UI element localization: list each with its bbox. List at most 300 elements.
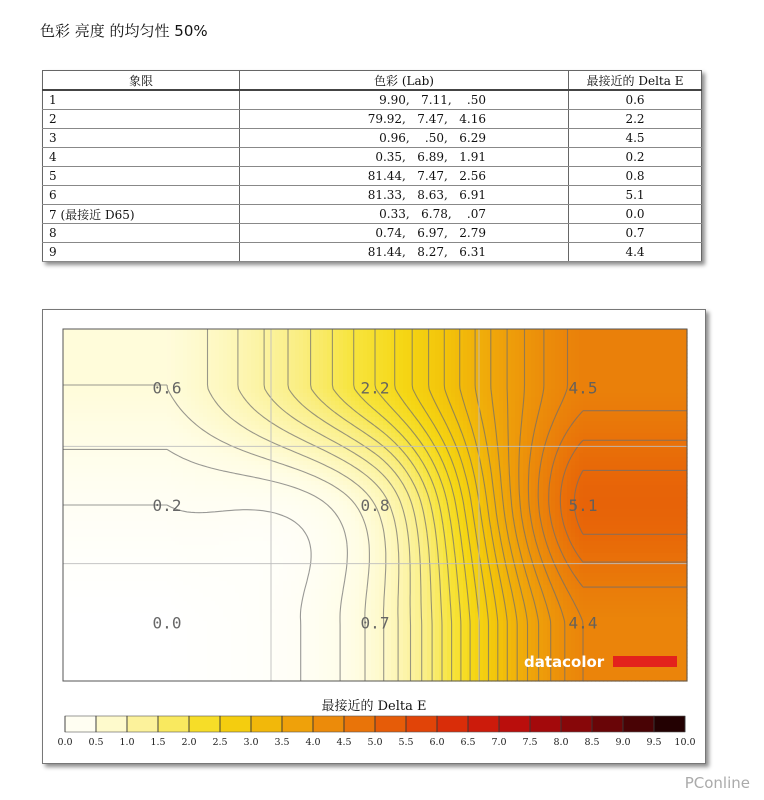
heat-cell (203, 365, 208, 370)
heat-cell (459, 449, 464, 454)
delta-e-cell: 0.7 (569, 224, 702, 243)
heat-cell (335, 449, 340, 454)
heat-cell (503, 453, 508, 458)
heat-cell (663, 405, 668, 410)
heat-cell (319, 381, 324, 386)
heat-cell (443, 353, 448, 358)
heat-cell (199, 353, 204, 358)
heat-cell (651, 349, 656, 354)
heat-cell (187, 337, 192, 342)
heat-cell (75, 401, 80, 406)
heat-cell (99, 349, 104, 354)
heat-cell (319, 349, 324, 354)
heat-cell (75, 437, 80, 442)
heat-cell (499, 385, 504, 390)
heat-cell (587, 429, 592, 434)
heat-cell (127, 333, 132, 338)
heat-cell (483, 349, 488, 354)
table-row (43, 129, 702, 148)
heat-cell (679, 445, 684, 450)
heat-cell (63, 433, 68, 438)
heat-cell (399, 333, 404, 338)
heat-cell (403, 429, 408, 434)
heat-cell (275, 393, 280, 398)
heat-cell (191, 409, 196, 414)
heat-cell (111, 429, 116, 434)
heat-cell (255, 357, 260, 362)
heat-cell (571, 401, 576, 406)
heat-cell (599, 425, 604, 430)
heat-cell (63, 385, 68, 390)
heat-cell (211, 453, 216, 458)
heat-cell (291, 409, 296, 414)
heat-cell (379, 357, 384, 362)
heat-cell (139, 369, 144, 374)
heat-cell (671, 381, 676, 386)
heat-cell (507, 329, 512, 334)
heat-cell (75, 397, 80, 402)
heat-cell (115, 337, 120, 342)
heat-cell (511, 357, 516, 362)
heat-cell (207, 449, 212, 454)
heat-cell (159, 365, 164, 370)
heat-cell (219, 413, 224, 418)
heat-cell (515, 437, 520, 442)
heat-cell (251, 437, 256, 442)
heat-cell (367, 353, 372, 358)
heat-cell (655, 397, 660, 402)
heat-cell (259, 441, 264, 446)
heat-cell (335, 345, 340, 350)
heat-cell (347, 345, 352, 350)
heat-cell (335, 437, 340, 442)
heat-cell (527, 421, 532, 426)
heat-cell (527, 373, 532, 378)
heat-cell (511, 349, 516, 354)
heat-cell (71, 433, 76, 438)
heat-cell (679, 389, 684, 394)
heat-cell (407, 337, 412, 342)
heat-cell (599, 389, 604, 394)
heat-cell (303, 445, 308, 450)
heat-cell (315, 425, 320, 430)
heat-cell (211, 449, 216, 454)
heat-cell (499, 333, 504, 338)
heat-cell (195, 345, 200, 350)
heat-cell (527, 417, 532, 422)
heat-cell (443, 357, 448, 362)
heat-cell (631, 421, 636, 426)
heat-cell (83, 405, 88, 410)
heat-cell (103, 453, 108, 458)
heat-cell (603, 341, 608, 346)
heat-cell (447, 441, 452, 446)
heat-cell (671, 421, 676, 426)
heat-cell (107, 405, 112, 410)
heat-cell (627, 429, 632, 434)
heat-cell (467, 337, 472, 342)
heat-cell (275, 361, 280, 366)
heat-cell (663, 401, 668, 406)
heat-cell (223, 385, 228, 390)
heat-cell (79, 393, 84, 398)
heat-cell (643, 397, 648, 402)
heat-cell (355, 397, 360, 402)
heat-cell (435, 389, 440, 394)
heat-cell (259, 421, 264, 426)
heat-cell (255, 385, 260, 390)
heat-cell (627, 349, 632, 354)
heat-cell (103, 385, 108, 390)
heat-cell (159, 441, 164, 446)
heat-cell (323, 369, 328, 374)
heat-cell (635, 341, 640, 346)
heat-cell (71, 349, 76, 354)
heat-cell (463, 349, 468, 354)
heat-cell (187, 369, 192, 374)
heat-cell (455, 437, 460, 442)
heat-cell (639, 449, 644, 454)
heat-cell (231, 333, 236, 338)
heat-cell (191, 397, 196, 402)
heat-cell (631, 405, 636, 410)
heat-cell (163, 357, 168, 362)
heat-cell (631, 369, 636, 374)
heat-cell (67, 421, 72, 426)
heat-cell (71, 441, 76, 446)
heat-cell (375, 373, 380, 378)
heat-cell (279, 357, 284, 362)
heat-cell (671, 449, 676, 454)
heat-cell (583, 405, 588, 410)
heat-cell (383, 453, 388, 458)
heat-cell (295, 381, 300, 386)
heat-cell (435, 341, 440, 346)
heat-cell (671, 357, 676, 362)
heat-cell (227, 373, 232, 378)
heat-cell (511, 361, 516, 366)
heat-cell (231, 381, 236, 386)
heat-cell (111, 365, 116, 370)
heat-cell (603, 429, 608, 434)
heat-cell (199, 381, 204, 386)
heat-cell (283, 449, 288, 454)
heat-cell (367, 349, 372, 354)
heat-cell (459, 437, 464, 442)
heat-cell (239, 381, 244, 386)
heat-cell (99, 441, 104, 446)
heat-cell (283, 389, 288, 394)
heat-cell (251, 449, 256, 454)
heat-cell (295, 429, 300, 434)
heat-cell (235, 337, 240, 342)
heat-cell (299, 417, 304, 422)
heat-cell (563, 449, 568, 454)
heat-cell (215, 357, 220, 362)
heat-cell (635, 425, 640, 430)
heat-cell (675, 329, 680, 334)
heat-cell (139, 453, 144, 458)
heat-cell (439, 401, 444, 406)
heat-cell (555, 341, 560, 346)
heat-cell (363, 449, 368, 454)
heat-cell (187, 389, 192, 394)
heat-cell (539, 333, 544, 338)
heat-cell (499, 341, 504, 346)
heat-cell (559, 385, 564, 390)
heat-cell (83, 453, 88, 458)
heat-cell (623, 421, 628, 426)
heat-cell (231, 453, 236, 458)
heat-cell (75, 329, 80, 334)
heat-cell (571, 329, 576, 334)
heat-cell (367, 341, 372, 346)
heat-cell (547, 393, 552, 398)
heat-cell (647, 353, 652, 358)
heat-cell (527, 337, 532, 342)
heat-cell (211, 389, 216, 394)
heat-cell (447, 413, 452, 418)
heat-cell (643, 381, 648, 386)
heat-cell (675, 349, 680, 354)
heat-cell (103, 373, 108, 378)
heat-cell (643, 361, 648, 366)
quadrant-cell: 1 (43, 90, 240, 110)
heat-cell (367, 413, 372, 418)
heat-cell (323, 329, 328, 334)
heat-cell (191, 341, 196, 346)
heat-cell (199, 453, 204, 458)
heat-cell (495, 357, 500, 362)
heat-cell (463, 449, 468, 454)
heat-cell (635, 373, 640, 378)
heat-cell (359, 329, 364, 334)
heat-cell (495, 373, 500, 378)
heat-cell (71, 425, 76, 430)
heat-cell (571, 357, 576, 362)
table-row (43, 167, 702, 186)
heat-cell (579, 337, 584, 342)
heat-cell (363, 409, 368, 414)
heat-cell (351, 397, 356, 402)
heat-cell (143, 357, 148, 362)
heat-cell (679, 437, 684, 442)
heat-cell (427, 409, 432, 414)
heat-cell (375, 333, 380, 338)
heat-cell (663, 345, 668, 350)
heat-cell (511, 385, 516, 390)
heat-cell (427, 365, 432, 370)
heat-cell (383, 365, 388, 370)
heat-cell (291, 445, 296, 450)
heat-cell (331, 373, 336, 378)
heat-cell (499, 449, 504, 454)
heat-cell (443, 433, 448, 438)
heat-cell (531, 357, 536, 362)
heat-cell (135, 425, 140, 430)
heat-cell (123, 393, 128, 398)
heat-cell (191, 449, 196, 454)
heat-cell (595, 433, 600, 438)
heat-cell (223, 453, 228, 458)
heat-cell (111, 397, 116, 402)
heat-cell (671, 425, 676, 430)
heat-cell (67, 341, 72, 346)
heat-cell (555, 401, 560, 406)
heat-cell (235, 393, 240, 398)
heat-cell (463, 381, 468, 386)
heat-cell (535, 353, 540, 358)
heat-cell (587, 353, 592, 358)
heat-cell (579, 345, 584, 350)
heat-cell (611, 361, 616, 366)
heat-cell (191, 381, 196, 386)
heat-cell (307, 417, 312, 422)
heat-cell (63, 361, 68, 366)
heat-cell (219, 377, 224, 382)
heat-cell (347, 357, 352, 362)
heat-cell (143, 405, 148, 410)
heat-cell (379, 433, 384, 438)
heat-cell (443, 333, 448, 338)
heat-cell (467, 397, 472, 402)
heat-cell (143, 401, 148, 406)
heat-cell (503, 441, 508, 446)
heat-cell (215, 385, 220, 390)
heat-cell (547, 437, 552, 442)
heat-cell (467, 373, 472, 378)
heat-cell (551, 381, 556, 386)
heat-cell (607, 445, 612, 450)
heat-cell (623, 449, 628, 454)
heat-cell (347, 429, 352, 434)
heat-cell (463, 353, 468, 358)
heat-cell (323, 361, 328, 366)
heat-cell (123, 401, 128, 406)
heat-cell (515, 333, 520, 338)
heat-cell (259, 409, 264, 414)
heat-cell (431, 345, 436, 350)
heat-cell (603, 393, 608, 398)
heat-cell (423, 369, 428, 374)
heat-cell (187, 409, 192, 414)
heat-cell (415, 405, 420, 410)
heat-cell (259, 357, 264, 362)
heat-cell (471, 413, 476, 418)
heat-cell (283, 397, 288, 402)
heat-cell (407, 389, 412, 394)
heat-cell (67, 405, 72, 410)
heat-cell (527, 377, 532, 382)
heat-cell (451, 357, 456, 362)
heat-cell (419, 381, 424, 386)
heat-cell (415, 333, 420, 338)
heat-cell (271, 437, 276, 442)
heat-cell (207, 401, 212, 406)
heat-cell (651, 361, 656, 366)
heat-cell (571, 437, 576, 442)
heat-cell (347, 425, 352, 430)
heat-cell (151, 401, 156, 406)
heat-cell (279, 389, 284, 394)
heat-cell (391, 389, 396, 394)
heat-cell (115, 329, 120, 334)
heat-cell (339, 341, 344, 346)
heat-cell (215, 453, 220, 458)
heat-cell (163, 397, 168, 402)
heat-cell (95, 389, 100, 394)
heat-cell (583, 417, 588, 422)
heat-cell (595, 449, 600, 454)
heat-cell (211, 341, 216, 346)
heat-cell (299, 361, 304, 366)
heat-cell (603, 377, 608, 382)
heat-cell (647, 421, 652, 426)
heat-cell (519, 361, 524, 366)
heat-cell (647, 437, 652, 442)
heat-cell (87, 373, 92, 378)
heat-cell (171, 437, 176, 442)
heat-cell (575, 341, 580, 346)
heat-cell (103, 437, 108, 442)
heat-cell (571, 405, 576, 410)
heat-cell (327, 341, 332, 346)
heat-cell (579, 333, 584, 338)
heat-cell (115, 357, 120, 362)
heat-cell (115, 353, 120, 358)
heat-cell (647, 397, 652, 402)
heat-cell (631, 417, 636, 422)
heat-cell (175, 433, 180, 438)
heat-cell (591, 409, 596, 414)
heat-cell (399, 441, 404, 446)
heat-cell (199, 409, 204, 414)
heat-cell (71, 453, 76, 458)
heat-cell (647, 445, 652, 450)
heat-cell (135, 357, 140, 362)
heat-cell (671, 385, 676, 390)
heat-cell (123, 369, 128, 374)
heat-cell (515, 421, 520, 426)
heat-cell (195, 417, 200, 422)
heat-cell (147, 349, 152, 354)
heat-cell (443, 401, 448, 406)
heat-cell (79, 421, 84, 426)
heat-cell (75, 405, 80, 410)
heat-cell (399, 369, 404, 374)
heat-cell (479, 433, 484, 438)
heat-cell (595, 409, 600, 414)
heat-cell (675, 361, 680, 366)
heat-cell (339, 373, 344, 378)
heat-cell (603, 413, 608, 418)
heat-cell (615, 409, 620, 414)
heat-cell (603, 437, 608, 442)
heat-cell (115, 393, 120, 398)
heat-cell (443, 349, 448, 354)
heat-cell (223, 449, 228, 454)
heat-cell (439, 425, 444, 430)
heat-cell (199, 361, 204, 366)
heat-cell (527, 349, 532, 354)
heat-cell (151, 421, 156, 426)
heat-cell (659, 385, 664, 390)
heat-cell (387, 425, 392, 430)
heat-cell (523, 445, 528, 450)
heat-cell (63, 353, 68, 358)
heat-cell (319, 393, 324, 398)
heat-cell (615, 449, 620, 454)
